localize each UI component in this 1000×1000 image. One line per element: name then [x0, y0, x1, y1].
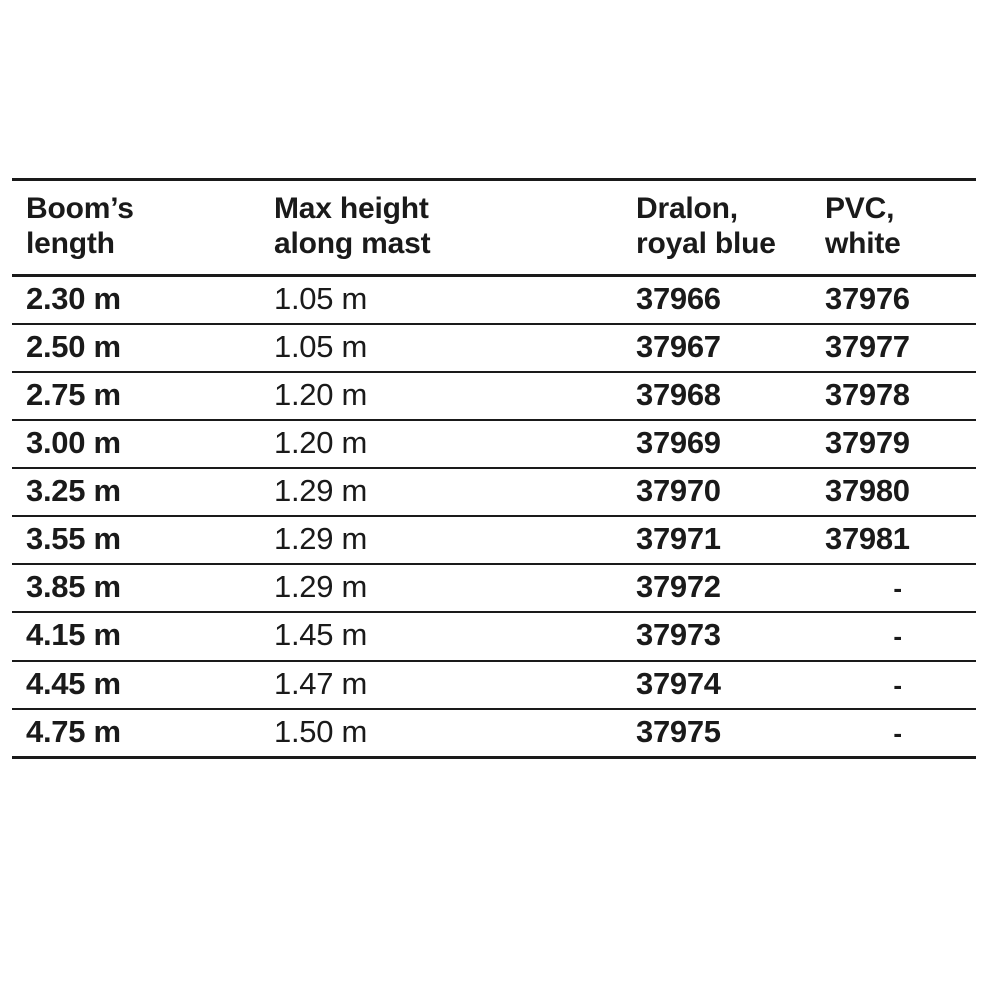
- cell-dralon-code-value: 37966: [636, 280, 721, 316]
- cell-pvc-code-value: 37977: [825, 328, 910, 364]
- cell-booms-length: 2.75 m: [12, 372, 264, 420]
- cell-pvc-code: [819, 468, 976, 516]
- cell-pvc-code-value: -: [893, 669, 902, 700]
- cell-max-height: 1.29 m: [264, 516, 574, 564]
- cell-dralon-code: [574, 564, 819, 612]
- cell-pvc-code-value: -: [893, 621, 902, 652]
- specification-table: [12, 178, 976, 759]
- cell-pvc-code-value: -: [893, 717, 902, 748]
- table-row: [12, 661, 976, 709]
- cell-pvc-code: [819, 420, 976, 468]
- table-row: [12, 709, 976, 758]
- cell-dralon-code-value: 37969: [636, 425, 721, 461]
- cell-pvc-code: [819, 564, 976, 612]
- cell-dralon-code: [574, 275, 819, 324]
- table-row: [12, 324, 976, 372]
- cell-booms-length: 3.00 m: [12, 420, 264, 468]
- table-row: [12, 468, 976, 516]
- column-header-dralon: [574, 180, 819, 276]
- table-row: [12, 420, 976, 468]
- cell-pvc-code-value: 37978: [825, 376, 910, 412]
- cell-pvc-code: [819, 324, 976, 372]
- table-row: [12, 612, 976, 660]
- column-header-pvc: [819, 180, 976, 276]
- column-header-booms-length: [12, 180, 264, 276]
- column-header-pvc-line2: white: [825, 227, 901, 261]
- cell-pvc-code: [819, 275, 976, 324]
- cell-booms-length: 4.75 m: [12, 709, 264, 758]
- column-header-dralon-line1: Dralon,: [636, 192, 738, 225]
- cell-max-height: 1.05 m: [264, 275, 574, 324]
- cell-dralon-code-value: 37975: [636, 713, 721, 749]
- cell-max-height: 1.29 m: [264, 564, 574, 612]
- cell-dralon-code-value: 37967: [636, 328, 721, 364]
- cell-booms-length: 4.15 m: [12, 612, 264, 660]
- cell-booms-length: 3.55 m: [12, 516, 264, 564]
- column-header-booms-length-line2: length: [26, 227, 115, 261]
- cell-dralon-code-value: 37972: [636, 569, 721, 605]
- cell-booms-length: 2.50 m: [12, 324, 264, 372]
- column-header-max-height-line1: Max height: [274, 192, 429, 225]
- cell-pvc-code-value: -: [893, 573, 902, 604]
- cell-pvc-code-value: 37979: [825, 425, 910, 461]
- column-header-booms-length-line1: Boom’s: [26, 192, 134, 225]
- cell-pvc-code: [819, 372, 976, 420]
- cell-dralon-code: [574, 612, 819, 660]
- cell-dralon-code: [574, 324, 819, 372]
- cell-pvc-code: [819, 709, 976, 758]
- table-header: [12, 180, 976, 276]
- cell-max-height: 1.20 m: [264, 420, 574, 468]
- column-header-max-height: [264, 180, 574, 276]
- cell-dralon-code-value: 37970: [636, 473, 721, 509]
- cell-dralon-code: [574, 372, 819, 420]
- cell-booms-length: 3.85 m: [12, 564, 264, 612]
- cell-booms-length: 3.25 m: [12, 468, 264, 516]
- cell-pvc-code-value: 37980: [825, 473, 910, 509]
- cell-booms-length: 2.30 m: [12, 275, 264, 324]
- cell-pvc-code: [819, 516, 976, 564]
- cell-pvc-code: [819, 612, 976, 660]
- cell-max-height: 1.05 m: [264, 324, 574, 372]
- cell-dralon-code-value: 37974: [636, 665, 721, 701]
- cell-max-height: 1.29 m: [264, 468, 574, 516]
- cell-pvc-code: [819, 661, 976, 709]
- cell-dralon-code: [574, 661, 819, 709]
- cell-booms-length: 4.45 m: [12, 661, 264, 709]
- column-header-dralon-line2: royal blue: [636, 227, 776, 261]
- column-header-max-height-line2: along mast: [274, 227, 431, 261]
- cell-max-height: 1.50 m: [264, 709, 574, 758]
- table-header-row: [12, 180, 976, 276]
- cell-dralon-code-value: 37973: [636, 617, 721, 653]
- spec-table-container: [12, 178, 976, 759]
- table-row: [12, 516, 976, 564]
- cell-dralon-code: [574, 468, 819, 516]
- table-body: [12, 275, 976, 757]
- table-row: [12, 372, 976, 420]
- cell-dralon-code: [574, 420, 819, 468]
- cell-dralon-code-value: 37971: [636, 521, 721, 557]
- cell-pvc-code-value: 37981: [825, 521, 910, 557]
- table-row: [12, 275, 976, 324]
- cell-max-height: 1.47 m: [264, 661, 574, 709]
- table-row: [12, 564, 976, 612]
- cell-dralon-code: [574, 709, 819, 758]
- cell-pvc-code-value: 37976: [825, 280, 910, 316]
- cell-max-height: 1.45 m: [264, 612, 574, 660]
- cell-max-height: 1.20 m: [264, 372, 574, 420]
- cell-dralon-code-value: 37968: [636, 376, 721, 412]
- column-header-pvc-line1: PVC,: [825, 192, 895, 225]
- cell-dralon-code: [574, 516, 819, 564]
